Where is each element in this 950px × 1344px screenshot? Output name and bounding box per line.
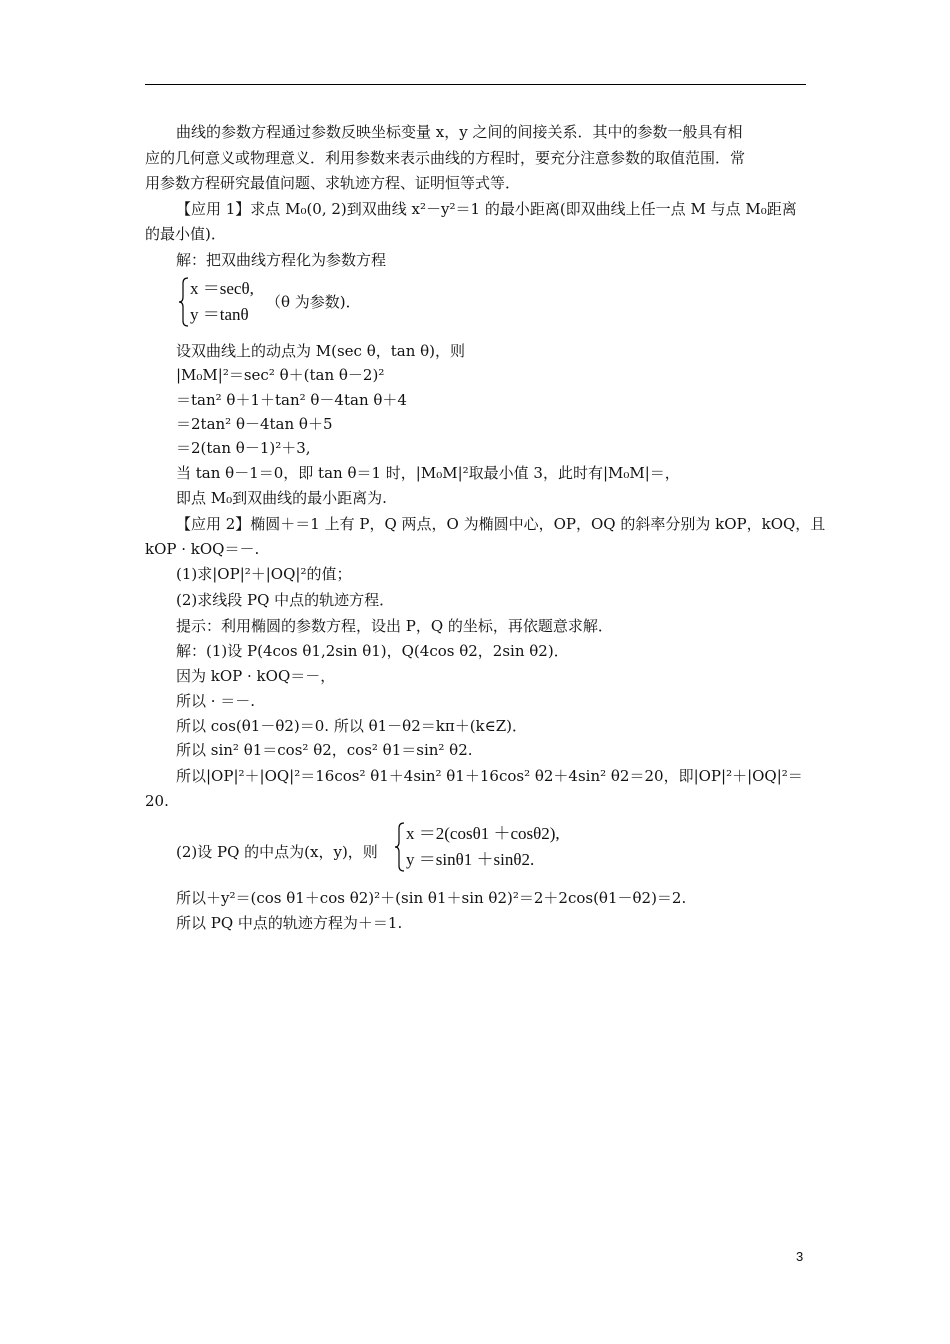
app1-step-3: ＝tan² θ＋1＋tan² θ－4tan θ＋4 [176, 391, 407, 409]
app2-step-1: 解：(1)设 P(4cos θ1,2sin θ1)，Q(4cos θ2，2sin θ2)． [176, 642, 569, 660]
midpoint-equation-system [394, 822, 654, 876]
equation-y: y ＝tanθ [190, 305, 249, 324]
app2-step-8: 所以＋y²＝(cos θ1＋cos θ2)²＋(sin θ1＋sin θ2)²＝2＋2cos(θ1－θ2)＝2. [176, 889, 687, 907]
app1-question-line-2: 的最小值)． [145, 225, 226, 243]
intro-line-3: 用参数方程研究最值问题、求轨迹方程、证明恒等式等． [145, 174, 521, 192]
app2-question-line-1: 【应用 2】椭圆＋＝1 上有 P，Q 两点，O 为椭圆中心，OP，OQ 的斜率分别为 kOP，kOQ，且 [176, 515, 826, 533]
app2-step-2: 因为 kOP · kOQ＝－， [176, 667, 336, 685]
app1-step-2: |M₀M|²＝sec² θ＋(tan θ－2)² [176, 366, 385, 384]
header-rule [145, 84, 806, 85]
app1-step-1: 设双曲线上的动点为 M(sec θ，tan θ)，则 [176, 342, 466, 360]
app1-question-line-1: 【应用 1】求点 M₀(0, 2)到双曲线 x²－y²＝1 的最小距离(即双曲线上任一点 M 与点 M₀距离 [176, 200, 797, 218]
equation-x: x ＝secθ, [190, 279, 254, 298]
left-brace-icon [178, 277, 190, 327]
app2-step-3: 所以 · ＝－. [176, 692, 256, 710]
midpoint-equation-y: y ＝sinθ1 ＋sinθ2. [406, 850, 535, 869]
app2-step-5: 所以 sin² θ1＝cos² θ2，cos² θ1＝sin² θ2. [176, 741, 473, 759]
app1-step-7: 即点 M₀到双曲线的最小距离为. [176, 489, 387, 507]
app1-solution-intro: 解：把双曲线方程化为参数方程 [176, 251, 387, 269]
app2-hint: 提示：利用椭圆的参数方程，设出 P，Q 的坐标，再依题意求解． [176, 617, 613, 635]
app2-step-4: 所以 cos(θ1－θ2)＝0. 所以 θ1－θ2＝kπ＋(k∈Z)． [176, 717, 528, 735]
app2-step-9: 所以 PQ 中点的轨迹方程为＋＝1. [176, 914, 403, 932]
app2-part-1: (1)求|OP|²＋|OQ|²的值； [176, 565, 352, 583]
app1-step-4: ＝2tan² θ－4tan θ＋5 [176, 415, 333, 433]
app2-step-7: (2)设 PQ 的中点为(x，y)，则 [176, 843, 378, 861]
intro-line-1: 曲线的参数方程通过参数反映坐标变量 x，y 之间的间接关系．其中的参数一般具有相 [176, 123, 743, 141]
midpoint-equation-x: x ＝2(cosθ1 ＋cosθ2), [406, 824, 560, 843]
app2-question-line-2: kOP · kOQ＝－. [145, 540, 260, 558]
app1-step-5: ＝2(tan θ－1)²＋3, [176, 439, 311, 457]
left-brace-icon [394, 822, 406, 872]
page-number: 3 [796, 1249, 804, 1264]
intro-line-2: 应的几何意义或物理意义．利用参数来表示曲线的方程时，要充分注意参数的取值范围．常 [145, 149, 746, 167]
app2-step-6: 所以|OP|²＋|OQ|²＝16cos² θ1＋4sin² θ1＋16cos² θ2＋4sin² θ2＝20，即|OP|²＋|OQ|²＝ [176, 767, 803, 785]
param-note: （θ 为参数)． [266, 293, 361, 311]
app2-part-2: (2)求线段 PQ 中点的轨迹方程． [176, 591, 395, 609]
app1-step-6: 当 tan θ－1＝0，即 tan θ＝1 时，|M₀M|²取最小值 3，此时有|M₀M|＝， [176, 464, 680, 482]
app2-step-6-continued: 20. [145, 792, 169, 810]
